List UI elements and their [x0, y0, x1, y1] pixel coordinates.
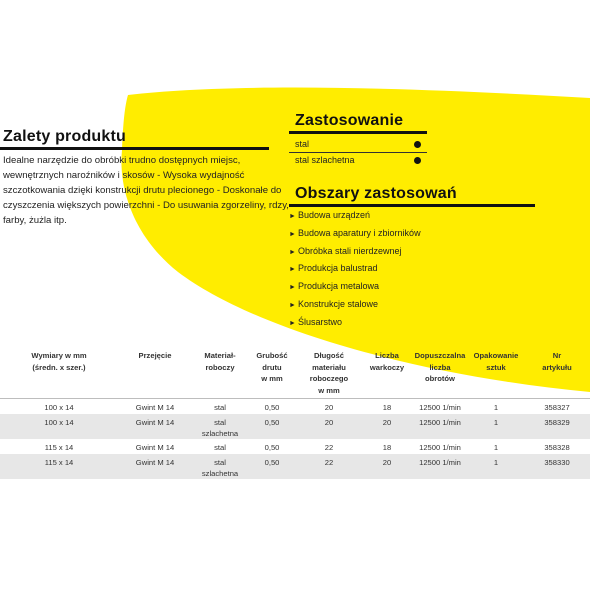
filled-dot-icon: [414, 157, 421, 164]
advantages-line: szczotkowania dzięki konstrukcji drutu plecionego - Doskonałe do: [3, 185, 282, 196]
column-header: Opakowanie sztuk: [473, 351, 519, 372]
list-item: [289, 228, 421, 246]
cell-max-rpm: 12500 1/min: [412, 439, 468, 454]
cell-trim-length: 20: [296, 399, 362, 415]
cell-pack-qty: 1: [468, 414, 524, 439]
column-header: Wymiary w mm (średn. x szer.): [31, 351, 87, 372]
application-title: Zastosowanie: [295, 112, 404, 129]
areas-title: Obszary zastosowań: [295, 185, 457, 202]
table-row: [0, 454, 590, 479]
advantages-line: Idealne narzędzie do obróbki trudno dostępnych miejsc,: [3, 155, 241, 166]
cell-connection: Gwint M 14: [118, 399, 192, 415]
spec-table: [0, 350, 590, 479]
cell-knot-count: 20: [362, 414, 412, 439]
cell-dimensions: 100 x 14: [0, 399, 118, 415]
advantages-line: farby, żużla itp.: [3, 215, 67, 226]
advantages-line: czyszczenia większych powierzchni - Do usuwania zgorzeliny, rdzy,: [3, 200, 289, 211]
triangle-bullet-icon: ►: [289, 284, 296, 292]
cell-max-rpm: 12500 1/min: [412, 454, 468, 479]
application-row-label: stal: [295, 139, 310, 149]
cell-dimensions: 115 x 14: [0, 454, 118, 479]
cell-material: stal szlachetna: [192, 414, 248, 439]
cell-pack-qty: 1: [468, 399, 524, 415]
area-label: Budowa aparatury i zbiorników: [298, 227, 421, 238]
triangle-bullet-icon: ►: [289, 319, 296, 327]
column-header: Grubość drutu w mm: [256, 351, 288, 383]
cell-material: stal: [192, 439, 248, 454]
cell-max-rpm: 12500 1/min: [412, 414, 468, 439]
list-item: [289, 281, 421, 299]
area-label: Budowa urządzeń: [298, 210, 371, 220]
cell-wire-thickness: 0,50: [248, 414, 296, 439]
advantages-description: [3, 153, 289, 228]
triangle-bullet-icon: ►: [289, 213, 296, 220]
cell-article-no: 358328: [524, 439, 590, 454]
cell-max-rpm: 12500 1/min: [412, 399, 468, 415]
cell-dimensions: 100 x 14: [0, 414, 118, 439]
cell-trim-length: 20: [296, 414, 362, 439]
column-header: Przejęcie: [138, 351, 172, 360]
cell-knot-count: 20: [362, 454, 412, 479]
list-item: [289, 210, 421, 228]
application-row-label: stal szlachetna: [295, 155, 355, 165]
cell-connection: Gwint M 14: [118, 414, 192, 439]
filled-dot-icon: [414, 141, 421, 148]
cell-material: stal szlachetna: [192, 454, 248, 479]
column-header: Materiał- roboczy: [204, 351, 236, 372]
cell-trim-length: 22: [296, 439, 362, 454]
cell-article-no: 358327: [524, 399, 590, 415]
list-item: [289, 246, 421, 264]
cell-pack-qty: 1: [468, 454, 524, 479]
areas-title-rule: [289, 204, 535, 207]
advantages-title: Zalety produktu: [3, 128, 127, 145]
area-label: Obróbka stali nierdzewnej: [298, 245, 402, 256]
column-header: Dopuszczalna liczba obrotów: [414, 351, 466, 383]
triangle-bullet-icon: ►: [289, 266, 296, 274]
areas-list: [289, 210, 421, 335]
cell-dimensions: 115 x 14: [0, 439, 118, 454]
cell-connection: Gwint M 14: [118, 439, 192, 454]
area-label: Ślusarstwo: [298, 316, 343, 327]
cell-knot-count: 18: [362, 399, 412, 415]
area-label: Konstrukcje stalowe: [298, 298, 379, 309]
application-row-divider: [289, 152, 427, 153]
cell-connection: Gwint M 14: [118, 454, 192, 479]
cell-material: stal: [192, 399, 248, 415]
list-item: [289, 317, 421, 335]
cell-wire-thickness: 0,50: [248, 439, 296, 454]
area-label: Produkcja balustrad: [298, 263, 378, 274]
table-row: [0, 414, 590, 439]
column-header: Nr artykułu: [542, 351, 572, 372]
cell-wire-thickness: 0,50: [248, 399, 296, 415]
advantages-line: wewnętrznych naroźników i skosów - Wysoka wydajność: [3, 170, 245, 181]
column-header: Liczba warkoczy: [369, 351, 405, 372]
cell-article-no: 358330: [524, 454, 590, 479]
application-title-rule: [289, 131, 427, 134]
triangle-bullet-icon: ►: [289, 301, 296, 309]
table-row: [0, 439, 590, 454]
table-row: [0, 399, 590, 415]
area-label: Produkcja metalowa: [298, 281, 380, 292]
triangle-bullet-icon: ►: [289, 230, 296, 238]
cell-trim-length: 22: [296, 454, 362, 479]
cell-wire-thickness: 0,50: [248, 454, 296, 479]
cell-knot-count: 18: [362, 439, 412, 454]
list-item: [289, 263, 421, 281]
column-header: Długość materiału roboczego w mm: [309, 351, 349, 395]
triangle-bullet-icon: ►: [289, 248, 296, 256]
table-header-row: [0, 350, 590, 399]
advantages-title-rule: [0, 147, 269, 150]
cell-article-no: 358329: [524, 414, 590, 439]
cell-pack-qty: 1: [468, 439, 524, 454]
list-item: [289, 299, 421, 317]
